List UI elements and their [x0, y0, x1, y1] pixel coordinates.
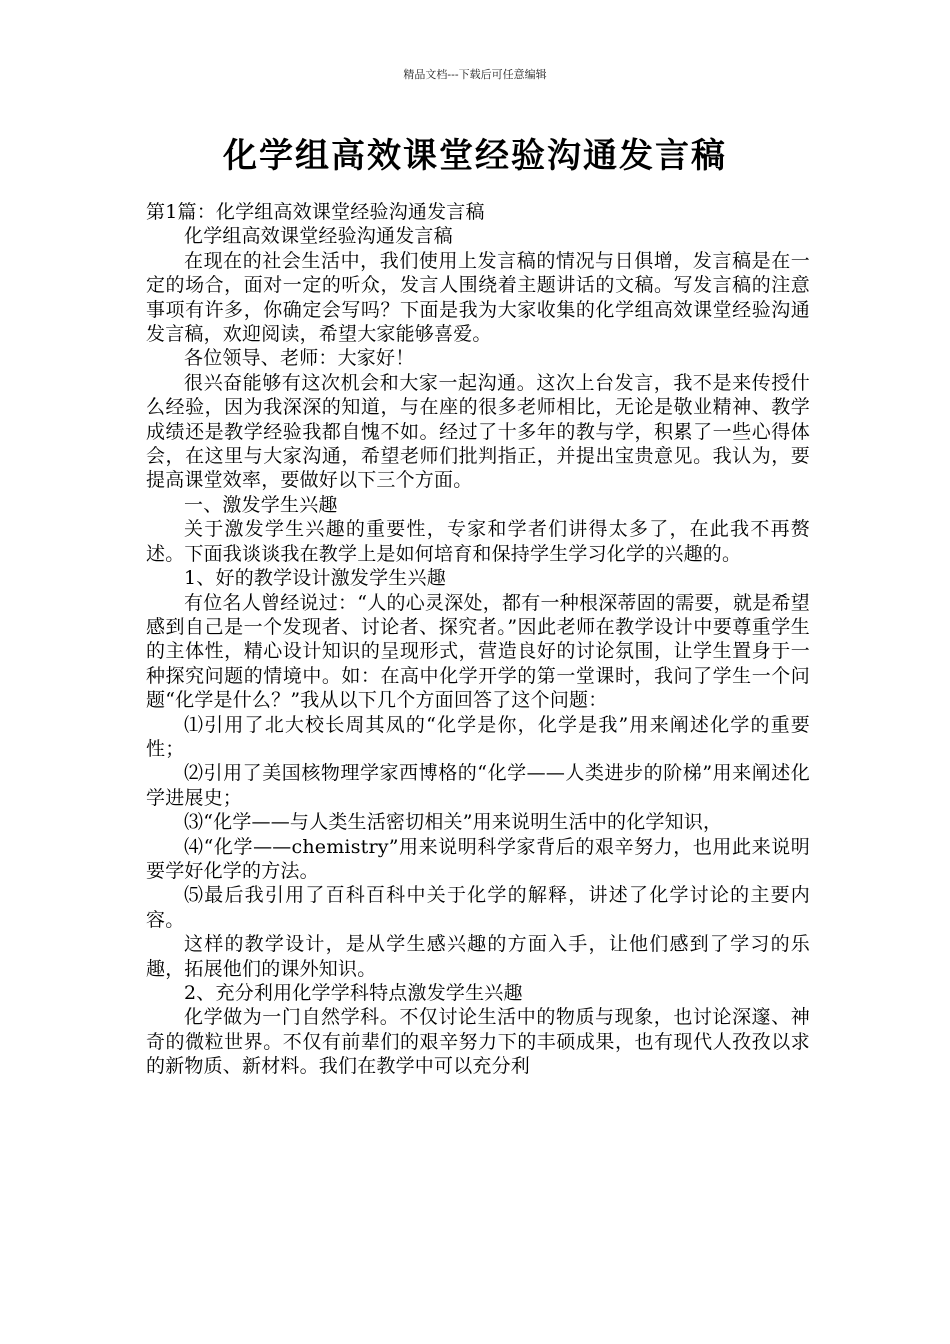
- paragraph: 这样的教学设计，是从学生感兴趣的方面入手，让他们感到了学习的乐趣，拓展他们的课外知识。: [146, 933, 810, 980]
- list-item: ⑸最后我引用了百科百科中关于化学的解释，讲述了化学讨论的主要内容。: [146, 884, 810, 931]
- paragraph: 关于激发学生兴趣的重要性，专家和学者们讲得太多了，在此我不再赘述。下面我谈谈我在教学上是如何培育和保持学生学习化学的兴趣的。: [146, 518, 810, 565]
- subsection-heading: 2、充分利用化学学科特点激发学生兴趣: [184, 982, 523, 1004]
- section-heading: 一、激发学生兴趣: [184, 493, 338, 516]
- paragraph: 有位名人曾经说过：“人的心灵深处，都有一种根深蒂固的需要，就是希望感到自己是一个发现者、讨论者、探究者。”因此老师在教学设计中要尊重学生的主体性，精心设计知识的呈现形式，营造良好的讨论氛围，让学生置身于一种探究问题的情境中。如：在高中化学开学的第一堂课时，我问了学生一个问题“化学是什么？”我从以下几个方面回答了这个问题：: [146, 591, 810, 712]
- header-note: 精品文档---下载后可任意编辑: [403, 68, 547, 81]
- paragraph: 很兴奋能够有这次机会和大家一起沟通。这次上台发言，我不是来传授什么经验，因为我深深的知道，与在座的很多老师相比，无论是敬业精神、教学成绩还是教学经验我都自愧不如。经过了十多年的教与学，积累了一些心得体会，在这里与大家沟通，希望老师们批判指正，并提出宝贵意见。我认为，要提高课堂效率，要做好以下三个方面。: [146, 371, 810, 492]
- paragraph: 第1篇：化学组高效课堂经验沟通发言稿: [146, 201, 485, 223]
- list-item: ⑷“化学——chemistry”用来说明科学家背后的艰辛努力，也用此来说明要学好化学的方法。: [146, 835, 810, 882]
- paragraph: 化学组高效课堂经验沟通发言稿: [184, 225, 453, 248]
- paragraph: 各位领导、老师：大家好！: [184, 347, 415, 370]
- list-item: ⑴引用了北大校长周其凤的“化学是你，化学是我”用来阐述化学的重要性；: [146, 713, 810, 760]
- list-item: ⑵引用了美国核物理学家西博格的“化学——人类进步的阶梯”用来阐述化学进展史；: [146, 762, 810, 809]
- document-title: 化学组高效课堂经验沟通发言稿: [223, 136, 727, 176]
- list-item: ⑶“化学——与人类生活密切相关”用来说明生活中的化学知识，: [184, 811, 723, 834]
- subsection-heading: 1、好的教学设计激发学生兴趣: [184, 567, 446, 590]
- paragraph: 在现在的社会生活中，我们使用上发言稿的情况与日俱增，发言稿是在一定的场合，面对一定的听众，发言人围绕着主题讲话的文稿。写发言稿的注意事项有许多，你确定会写吗？下面是我为大家收集的化学组高效课堂经验沟通发言稿，欢迎阅读，希望大家能够喜爱。: [146, 249, 810, 346]
- paragraph: 化学做为一门自然学科。不仅讨论生活中的物质与现象，也讨论深邃、神奇的微粒世界。不仅有前辈们的艰辛努力下的丰硕成果，也有现代人孜孜以求的新物质、新材料。我们在教学中可以充分利: [146, 1006, 810, 1078]
- document-body: [146, 200, 810, 1079]
